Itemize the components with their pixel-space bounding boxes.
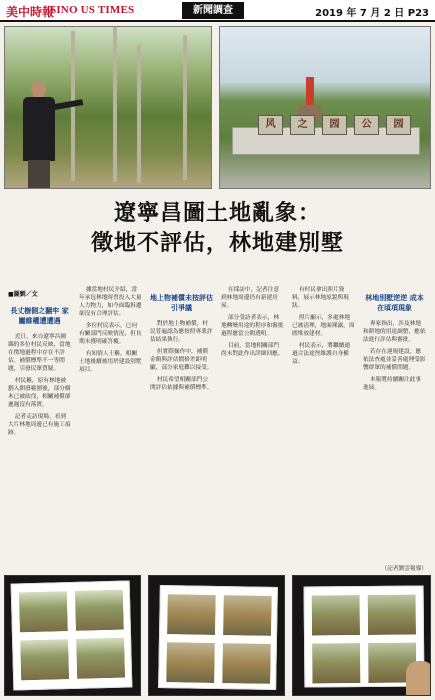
plaque-char: 之	[290, 115, 315, 135]
newspaper-brand-english: SINO US TIMES	[50, 4, 135, 16]
headline-line-two: 徵地不評估，林地建別墅	[90, 231, 344, 256]
newspaper-brand-chinese: 美中時報	[6, 5, 55, 19]
red-monument	[306, 77, 314, 119]
evidence-photo-sheet	[292, 575, 431, 696]
article-byline: ■圖劉／文	[8, 291, 38, 298]
evidence-thumbnail	[221, 642, 272, 685]
article-column	[292, 286, 355, 572]
article-column	[150, 286, 213, 572]
article-paragraph: 近日，來自遼寧昌圖縣的多位村民反映，當地在徵地過程中存在不評估、補償標準不一等問題，引發民眾質疑。	[8, 334, 71, 372]
article-paragraph: 部分受訪者表示，林地轉變用途的程序和審批過程應當公開透明。	[221, 315, 284, 337]
article-subhead: 長丈樹側之翻牢 家屬維權遭遭遇	[10, 307, 69, 325]
article-paragraph: 目前，當地相關部門尚未對此作出詳細回應。	[221, 343, 284, 357]
evidence-photo-sheet	[4, 575, 141, 696]
article-paragraph: 本報將持續關注此事進展。	[363, 377, 422, 391]
article-column	[221, 286, 284, 572]
article-column	[79, 286, 142, 572]
evidence-thumbnail	[166, 593, 217, 636]
holding-hand	[406, 661, 431, 695]
article-paragraph: 在採訪中，記者注意到林地周邊仍有新建房屋。	[221, 287, 280, 309]
evidence-thumbnail	[19, 638, 70, 681]
news-article-body	[8, 286, 427, 572]
evidence-thumbnail	[165, 641, 216, 684]
villager-forest-photo	[4, 26, 212, 189]
villager-head	[31, 81, 46, 98]
article-paragraph: 對於地上物補償，村民普遍認為應按照專業評估結果執行。	[150, 321, 213, 343]
article-paragraph: 村民表示，將繼續通過合法途徑維護自身權益。	[292, 343, 351, 365]
newspaper-masthead	[0, 0, 435, 22]
evidence-thumbnail	[75, 637, 126, 680]
evidence-thumbnail	[222, 594, 273, 637]
article-paragraph: 記者走訪現場，看到大片林地周邊已有施工痕跡。	[8, 414, 71, 436]
tree-trunk	[137, 45, 141, 183]
article-column	[363, 286, 426, 572]
article-paragraph: 村民稱，原有林地被劃入開發範圍後，部分樹木已被砍伐，相關補償卻遲遲沒有落實。	[8, 378, 71, 408]
news-section-tag: 新聞調查	[182, 2, 244, 19]
evidence-thumbnail	[311, 594, 361, 636]
plaque-char: 园	[322, 115, 347, 135]
article-paragraph: 村民希望相關部門公開評估依據與補償標準。	[150, 377, 213, 391]
issue-date-page: 2019 年 7 月 2 日 P23	[315, 8, 429, 19]
evidence-photo-sheet	[148, 575, 285, 696]
evidence-thumbnail	[367, 594, 417, 636]
tree-trunk	[113, 27, 117, 182]
article-headline	[8, 199, 427, 268]
reporter-note: （記者劉雲報導）	[381, 566, 427, 572]
article-subhead: 林地別墅逆逆 成本在頃項現象	[365, 294, 424, 312]
article-column	[8, 286, 71, 572]
article-paragraph: 多位村民表示，已向有關部門反映情況，但長期未獲明確答覆。	[79, 323, 142, 345]
evidence-thumbnail	[18, 590, 69, 633]
plaque-char: 风	[258, 115, 283, 135]
article-paragraph: 若存在違規建設，應依法查處並妥善處理受影響群眾的補償問題。	[363, 349, 426, 371]
photo-sheet-paper	[158, 585, 278, 690]
article-paragraph: 據當地村民介紹，當年承包林地時曾投入大量人力物力，如今面臨拆遷卻沒有合理評估。	[79, 287, 142, 317]
article-subhead: 地上物補償未按評估引爭議	[150, 294, 213, 312]
article-paragraph: 但實際操作中，補償金額與評估價格差距明顯，部分家庭難以接受。	[150, 349, 213, 371]
pointing-villager	[23, 81, 55, 189]
villager-legs	[28, 160, 50, 189]
tree-trunk	[183, 35, 187, 180]
plaque-char: 园	[386, 115, 411, 135]
article-paragraph: 照片顯示，多處林地已被清理，地面裸露，周圍堆放建材。	[292, 315, 355, 337]
evidence-thumbnail	[74, 589, 125, 632]
photo-sheet-paper	[11, 580, 133, 690]
evidence-thumbnail	[311, 642, 361, 684]
headline-line-one: 遼寧昌圖土地亂象：	[113, 201, 321, 226]
park-plaque-photo	[219, 26, 431, 189]
article-paragraph: 有村民拿出照片資料，展示林地原貌與現狀。	[292, 287, 349, 309]
plaque-char: 公	[354, 115, 379, 135]
article-paragraph: 有知情人士稱，相關土地後續被用於建設別墅項目。	[79, 351, 142, 373]
article-paragraph: 專家指出，涉及林地和耕地的用途調整，應依法進行評估與審批。	[363, 321, 426, 343]
